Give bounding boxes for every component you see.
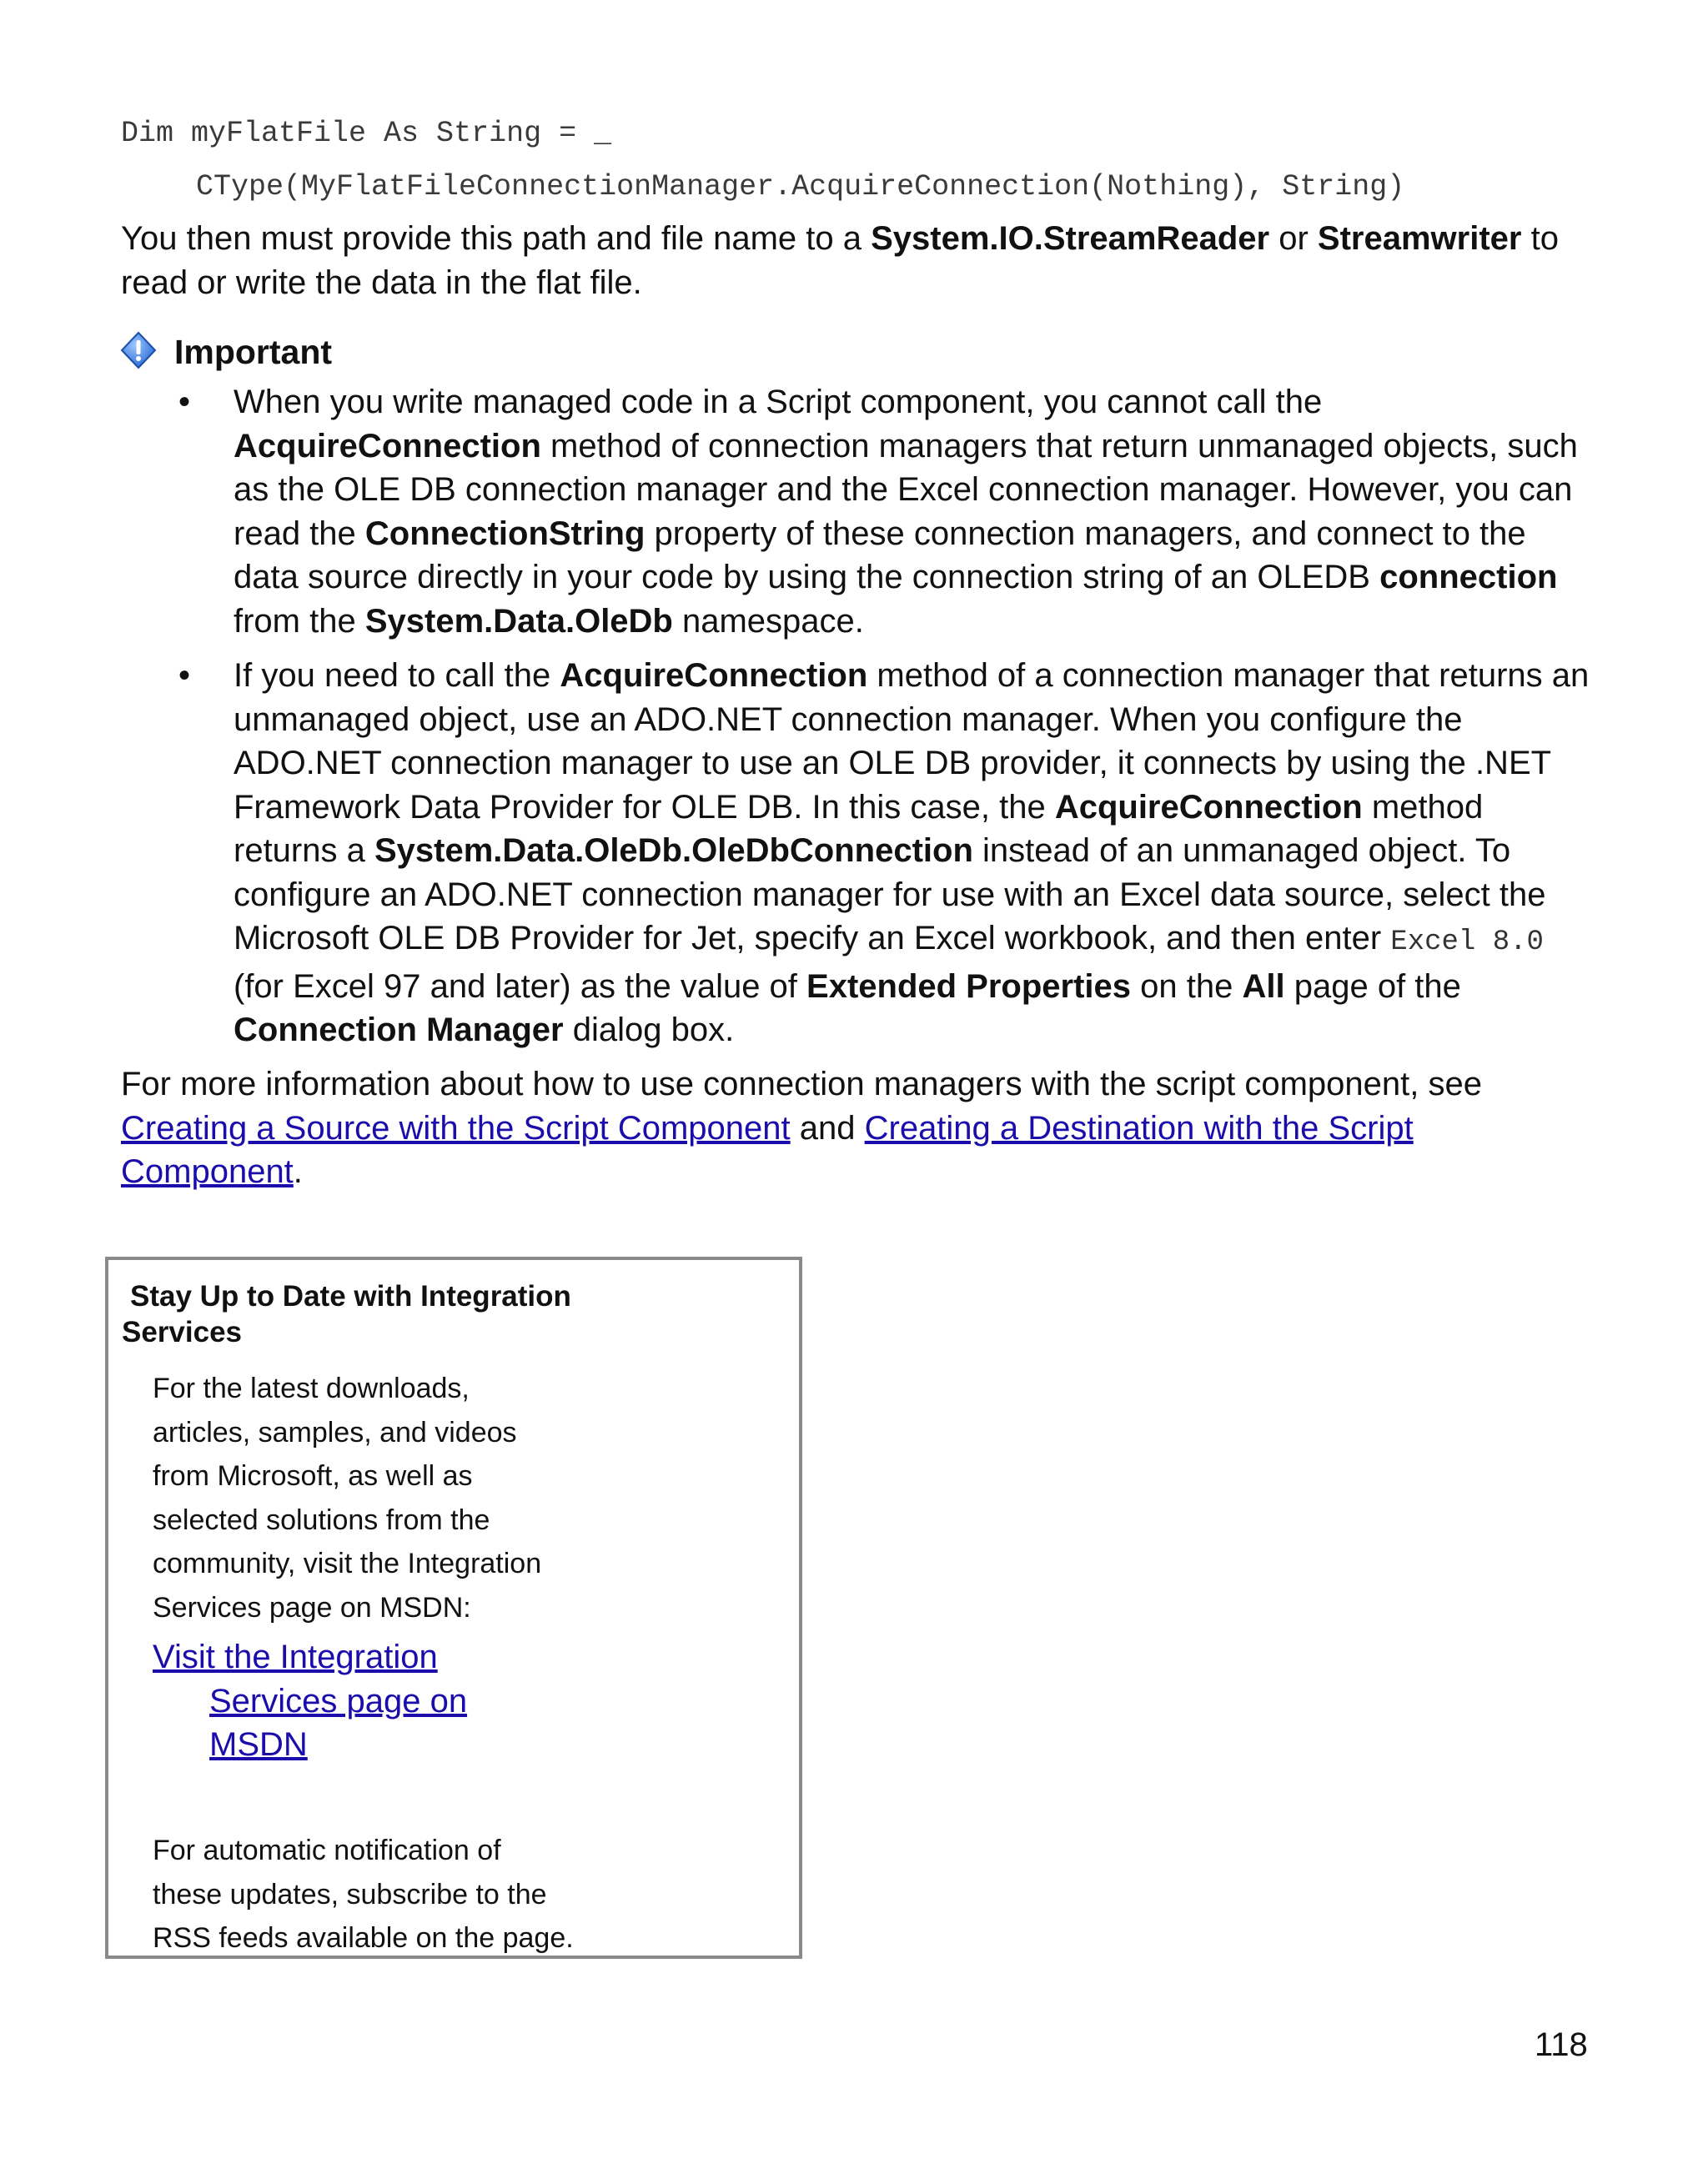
bullet-text: If you need to call the xyxy=(234,657,560,694)
bullet-text: (for Excel 97 and later) as the value of xyxy=(234,967,807,1005)
more-info-paragraph xyxy=(121,1062,1589,1194)
acquireconnection-term: AcquireConnection xyxy=(560,657,868,694)
stay-up-to-date-box xyxy=(105,1257,802,1959)
sidebar-intro-text xyxy=(153,1367,620,1629)
sidebar-text-line: these updates, subscribe to the xyxy=(153,1878,547,1910)
bullet-text: on the xyxy=(1131,967,1243,1005)
bullet-icon: • xyxy=(178,657,191,694)
intro-text: You then must provide this path and file name to a xyxy=(121,220,872,257)
visit-integration-services-link[interactable] xyxy=(153,1635,586,1767)
page-number: 118 xyxy=(1535,2026,1588,2063)
info-shield-icon xyxy=(119,331,158,374)
sidebar-text-line: from Microsoft, as well as xyxy=(153,1460,473,1492)
sidebar-text-line: articles, samples, and videos xyxy=(153,1416,517,1448)
inline-code: Excel 8.0 xyxy=(1390,926,1544,958)
sidebar-title-line: Stay Up to Date with Integration xyxy=(130,1280,571,1313)
connectionstring-term: ConnectionString xyxy=(364,515,646,552)
more-info-text: For more information about how to use connection managers with the script component, see xyxy=(121,1066,1482,1102)
more-info-text: and xyxy=(790,1109,865,1147)
oledb-namespace-term: System.Data.OleDb xyxy=(364,602,673,640)
sidebar-text-line: selected solutions from the xyxy=(153,1504,490,1536)
sidebar-text-line: community, visit the Integration xyxy=(153,1548,542,1579)
bullet-text: page of the xyxy=(1284,967,1461,1005)
connection-manager-term: Connection Manager xyxy=(234,1012,564,1048)
bullet-text: When you write managed code in a Script component, you cannot call the xyxy=(234,384,1323,420)
bullet-text: method of a connection manager that returns an unmanaged object, use an ADO.NET connection manager. When you configure the ADO.NET connection manager to use an OLE DB provider, it connects by using the .NET Framework Data Provider for OLE DB. In this case, the xyxy=(234,657,1590,826)
intro-paragraph xyxy=(121,217,1589,304)
important-title: Important xyxy=(174,332,333,371)
sidebar-text-line: For the latest downloads, xyxy=(153,1373,470,1404)
sidebar-title-line: Services xyxy=(122,1316,243,1348)
all-term: All xyxy=(1242,967,1285,1005)
bullet-text: instead of an unmanaged object. To configure an ADO.NET connection manager for use with an Excel data source, select the Microsoft OLE DB Provider for Jet, specify an Excel workbook, and then enter xyxy=(234,832,1546,956)
bullet-text: method returns a xyxy=(234,788,1484,869)
sidebar-text-line: For automatic notification of xyxy=(153,1835,501,1866)
sidebar-text-line: RSS feeds available on the page. xyxy=(153,1922,574,1954)
important-heading xyxy=(119,329,332,375)
intro-text: or xyxy=(1269,220,1318,257)
link-line[interactable]: Visit the Integration xyxy=(153,1639,438,1675)
streamreader-term: System.IO.StreamReader xyxy=(871,220,1270,257)
link-line[interactable]: Services page on xyxy=(209,1682,468,1720)
acquireconnection-term: AcquireConnection xyxy=(1054,788,1363,826)
acquireconnection-term: AcquireConnection xyxy=(234,427,541,464)
extended-properties-term: Extended Properties xyxy=(806,967,1132,1005)
sidebar-title xyxy=(122,1278,589,1350)
creating-destination-link[interactable]: Creating a Destination with the Script Component xyxy=(121,1109,1414,1190)
bullet-text: property of these connection managers, and connect to the data source directly in your code by using the connection string of an OLEDB xyxy=(234,515,1526,595)
intro-text: to read or write the data in the flat file. xyxy=(121,220,1559,301)
code-line-2: CType(MyFlatFileConnectionManager.AcquireConnection(Nothing), String) xyxy=(196,170,1405,203)
bullet-text: method of connection managers that return unmanaged objects, such as the OLE DB connection manager and the Excel connection manager. However, you can read the xyxy=(234,427,1578,552)
sidebar-rss-text xyxy=(153,1829,620,1961)
oledbconnection-term: System.Data.OleDb.OleDbConnection xyxy=(374,832,973,869)
code-line-1: Dim myFlatFile As String = _ xyxy=(121,117,612,150)
list-item xyxy=(175,380,1593,643)
sidebar-text-line: Services page on MSDN: xyxy=(153,1591,471,1624)
more-info-text: . xyxy=(293,1153,303,1190)
link-line[interactable]: MSDN xyxy=(209,1726,308,1763)
streamwriter-term: Streamwriter xyxy=(1317,220,1522,257)
creating-source-link[interactable]: Creating a Source with the Script Component xyxy=(121,1109,791,1147)
bullet-text: dialog box. xyxy=(563,1012,735,1048)
bullet-text: from the xyxy=(234,602,365,640)
important-bullet-list xyxy=(175,380,1593,1052)
bullet-text: namespace. xyxy=(672,602,864,640)
connection-term: connection xyxy=(1379,559,1558,595)
bullet-icon: • xyxy=(178,384,191,420)
list-item xyxy=(175,654,1593,1052)
